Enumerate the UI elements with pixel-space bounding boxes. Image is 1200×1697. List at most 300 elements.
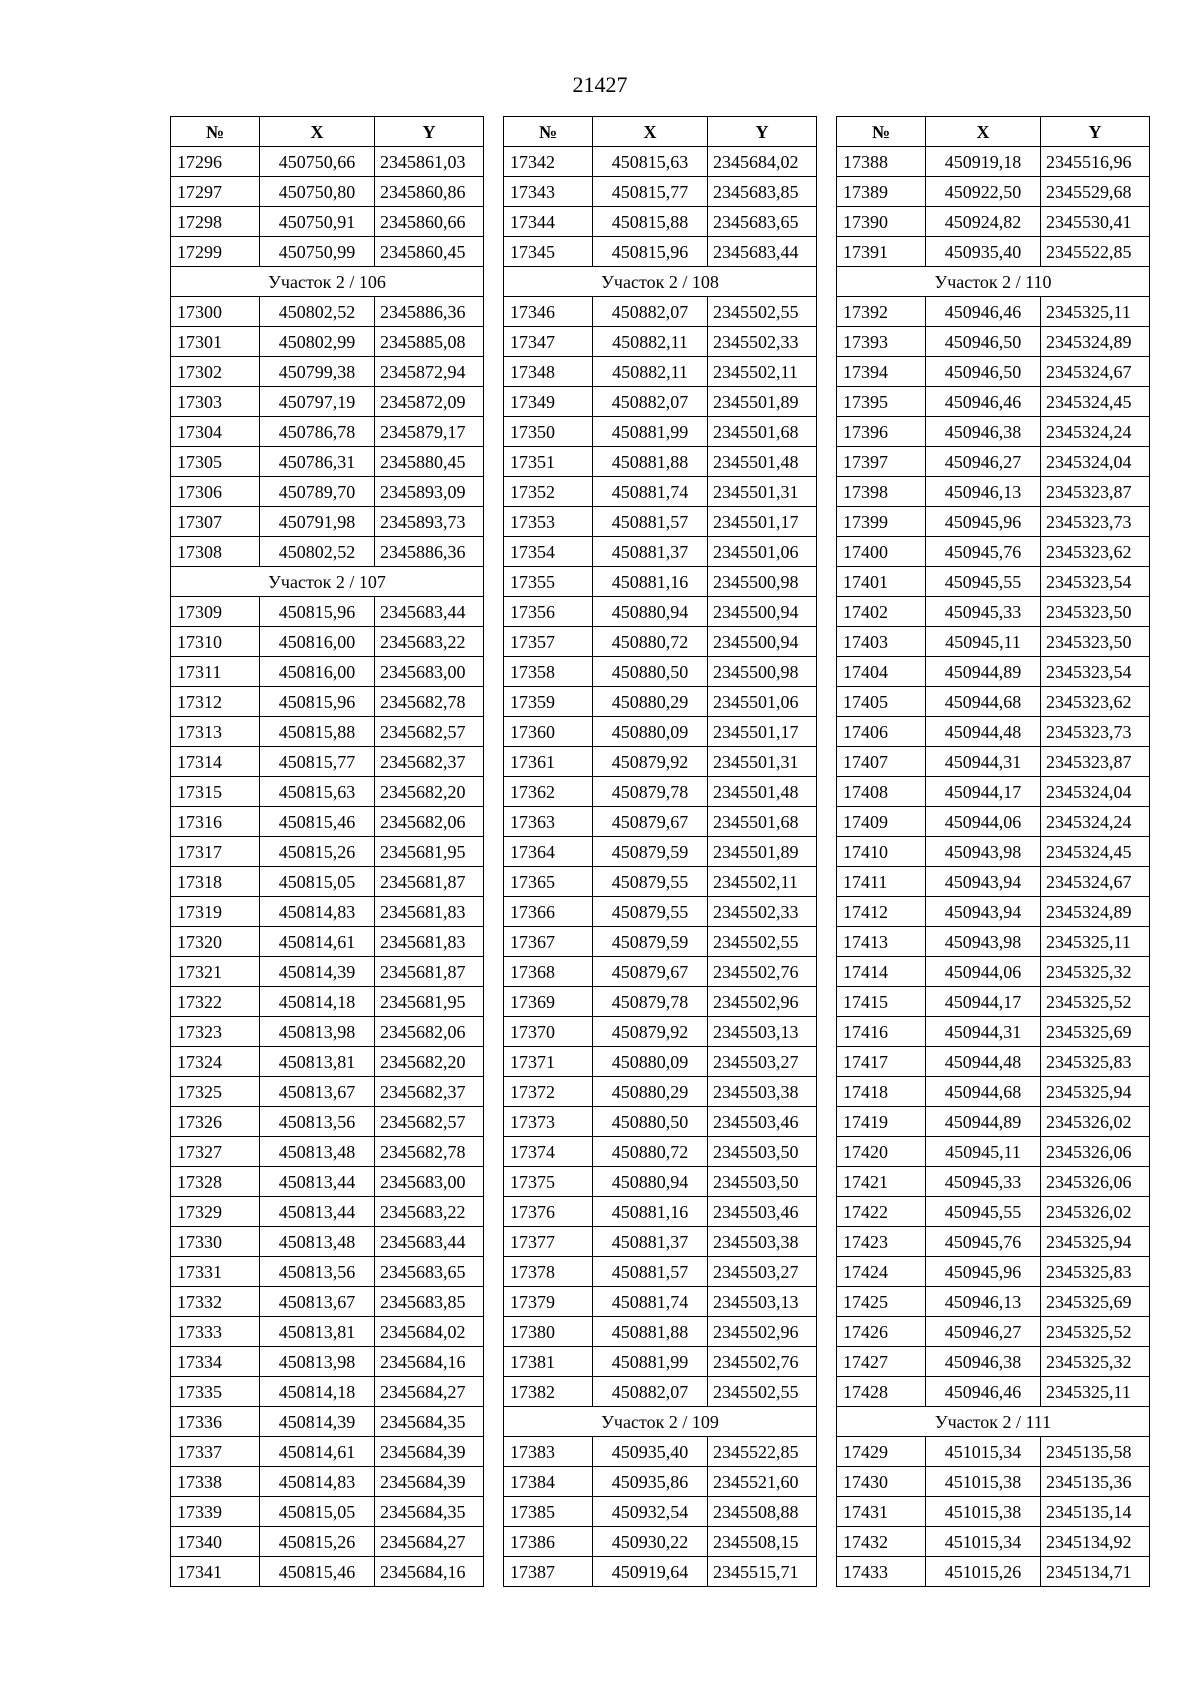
y-coordinate: 2345503,46 <box>708 1107 817 1137</box>
table-row <box>504 1347 817 1377</box>
x-coordinate: 450944,31 <box>926 1017 1041 1047</box>
table-row <box>837 807 1150 837</box>
y-coordinate: 2345324,89 <box>1041 897 1150 927</box>
point-number: 17310 <box>171 627 260 657</box>
y-coordinate: 2345323,50 <box>1041 627 1150 657</box>
table-row <box>171 507 484 537</box>
x-coordinate: 450945,96 <box>926 1257 1041 1287</box>
table-row <box>171 1167 484 1197</box>
point-number: 17323 <box>171 1017 260 1047</box>
point-number: 17422 <box>837 1197 926 1227</box>
y-coordinate: 2345683,00 <box>375 1167 484 1197</box>
y-coordinate: 2345893,73 <box>375 507 484 537</box>
table-row <box>171 1077 484 1107</box>
x-coordinate: 450882,11 <box>593 327 708 357</box>
table-row <box>171 1047 484 1077</box>
table-row <box>837 1137 1150 1167</box>
point-number: 17321 <box>171 957 260 987</box>
table-row <box>171 1557 484 1587</box>
table-row <box>504 1257 817 1287</box>
x-coordinate: 450786,78 <box>260 417 375 447</box>
x-coordinate: 450813,44 <box>260 1197 375 1227</box>
table-row <box>837 987 1150 1017</box>
table-row <box>504 1107 817 1137</box>
x-coordinate: 450922,50 <box>926 177 1041 207</box>
y-coordinate: 2345325,83 <box>1041 1047 1150 1077</box>
y-coordinate: 2345861,03 <box>375 147 484 177</box>
x-coordinate: 450944,17 <box>926 777 1041 807</box>
table-row <box>837 717 1150 747</box>
point-number: 17301 <box>171 327 260 357</box>
table-row <box>504 687 817 717</box>
y-coordinate: 2345323,87 <box>1041 477 1150 507</box>
section-title: Участок 2 / 110 <box>837 267 1150 297</box>
y-coordinate: 2345503,27 <box>708 1257 817 1287</box>
point-number: 17304 <box>171 417 260 447</box>
x-coordinate: 450815,96 <box>260 597 375 627</box>
x-coordinate: 450802,52 <box>260 537 375 567</box>
point-number: 17431 <box>837 1497 926 1527</box>
table-row <box>837 207 1150 237</box>
point-number: 17358 <box>504 657 593 687</box>
point-number: 17350 <box>504 417 593 447</box>
x-coordinate: 450881,16 <box>593 1197 708 1227</box>
table-row <box>837 1227 1150 1257</box>
point-number: 17379 <box>504 1287 593 1317</box>
point-number: 17430 <box>837 1467 926 1497</box>
y-coordinate: 2345501,89 <box>708 837 817 867</box>
y-coordinate: 2345683,44 <box>708 237 817 267</box>
table-row <box>171 807 484 837</box>
point-number: 17340 <box>171 1527 260 1557</box>
y-coordinate: 2345501,17 <box>708 717 817 747</box>
point-number: 17394 <box>837 357 926 387</box>
table-row <box>171 597 484 627</box>
page-number: 21427 <box>572 72 628 97</box>
x-coordinate: 450815,77 <box>260 747 375 777</box>
x-coordinate: 450945,11 <box>926 627 1041 657</box>
section-row <box>504 267 817 297</box>
x-coordinate: 450750,91 <box>260 207 375 237</box>
coordinates-table-3 <box>836 116 1150 1587</box>
point-number: 17392 <box>837 297 926 327</box>
table-row <box>504 417 817 447</box>
y-coordinate: 2345501,68 <box>708 417 817 447</box>
y-coordinate: 2345683,44 <box>375 1227 484 1257</box>
header-number: № <box>837 117 926 147</box>
point-number: 17322 <box>171 987 260 1017</box>
point-number: 17366 <box>504 897 593 927</box>
point-number: 17347 <box>504 327 593 357</box>
section-title: Участок 2 / 111 <box>837 1407 1150 1437</box>
y-coordinate: 2345860,86 <box>375 177 484 207</box>
table-row <box>171 387 484 417</box>
table-row <box>504 657 817 687</box>
y-coordinate: 2345681,83 <box>375 897 484 927</box>
x-coordinate: 450879,67 <box>593 957 708 987</box>
x-coordinate: 450943,94 <box>926 867 1041 897</box>
point-number: 17307 <box>171 507 260 537</box>
x-coordinate: 450943,94 <box>926 897 1041 927</box>
point-number: 17311 <box>171 657 260 687</box>
table-row <box>837 1077 1150 1107</box>
point-number: 17419 <box>837 1107 926 1137</box>
table-row <box>504 1047 817 1077</box>
table-row <box>171 147 484 177</box>
point-number: 17342 <box>504 147 593 177</box>
header-x: X <box>593 117 708 147</box>
point-number: 17411 <box>837 867 926 897</box>
point-number: 17309 <box>171 597 260 627</box>
y-coordinate: 2345323,54 <box>1041 567 1150 597</box>
point-number: 17349 <box>504 387 593 417</box>
x-coordinate: 450944,68 <box>926 687 1041 717</box>
point-number: 17425 <box>837 1287 926 1317</box>
point-number: 17351 <box>504 447 593 477</box>
x-coordinate: 450944,48 <box>926 1047 1041 1077</box>
table-row <box>504 1527 817 1557</box>
header-x: X <box>260 117 375 147</box>
point-number: 17420 <box>837 1137 926 1167</box>
point-number: 17406 <box>837 717 926 747</box>
table-row <box>171 1527 484 1557</box>
y-coordinate: 2345323,73 <box>1041 507 1150 537</box>
x-coordinate: 450881,99 <box>593 417 708 447</box>
y-coordinate: 2345682,37 <box>375 1077 484 1107</box>
table-row <box>837 957 1150 987</box>
x-coordinate: 450815,46 <box>260 1557 375 1587</box>
point-number: 17416 <box>837 1017 926 1047</box>
x-coordinate: 450944,06 <box>926 957 1041 987</box>
table-row <box>504 1197 817 1227</box>
table-row <box>504 777 817 807</box>
table-row <box>171 207 484 237</box>
point-number: 17398 <box>837 477 926 507</box>
y-coordinate: 2345880,45 <box>375 447 484 477</box>
y-coordinate: 2345683,85 <box>375 1287 484 1317</box>
x-coordinate: 450945,76 <box>926 537 1041 567</box>
y-coordinate: 2345502,55 <box>708 927 817 957</box>
y-coordinate: 2345500,98 <box>708 567 817 597</box>
y-coordinate: 2345501,31 <box>708 477 817 507</box>
x-coordinate: 450881,74 <box>593 1287 708 1317</box>
point-number: 17387 <box>504 1557 593 1587</box>
x-coordinate: 450789,70 <box>260 477 375 507</box>
x-coordinate: 450815,96 <box>593 237 708 267</box>
table-row <box>837 537 1150 567</box>
y-coordinate: 2345323,73 <box>1041 717 1150 747</box>
x-coordinate: 450946,38 <box>926 417 1041 447</box>
table-row <box>837 447 1150 477</box>
y-coordinate: 2345508,15 <box>708 1527 817 1557</box>
y-coordinate: 2345135,36 <box>1041 1467 1150 1497</box>
x-coordinate: 450750,80 <box>260 177 375 207</box>
x-coordinate: 450750,99 <box>260 237 375 267</box>
point-number: 17329 <box>171 1197 260 1227</box>
x-coordinate: 450813,67 <box>260 1287 375 1317</box>
x-coordinate: 450880,94 <box>593 597 708 627</box>
point-number: 17334 <box>171 1347 260 1377</box>
y-coordinate: 2345503,27 <box>708 1047 817 1077</box>
y-coordinate: 2345501,17 <box>708 507 817 537</box>
y-coordinate: 2345684,27 <box>375 1527 484 1557</box>
header-row <box>504 117 817 147</box>
table-row <box>171 1377 484 1407</box>
point-number: 17338 <box>171 1467 260 1497</box>
y-coordinate: 2345502,33 <box>708 897 817 927</box>
table-row <box>837 387 1150 417</box>
x-coordinate: 451015,38 <box>926 1467 1041 1497</box>
y-coordinate: 2345500,94 <box>708 597 817 627</box>
x-coordinate: 450802,52 <box>260 297 375 327</box>
table-row <box>504 177 817 207</box>
y-coordinate: 2345684,39 <box>375 1467 484 1497</box>
y-coordinate: 2345684,39 <box>375 1437 484 1467</box>
table-row <box>171 1227 484 1257</box>
y-coordinate: 2345502,55 <box>708 1377 817 1407</box>
y-coordinate: 2345501,68 <box>708 807 817 837</box>
table-row <box>504 567 817 597</box>
table-row <box>837 1527 1150 1557</box>
point-number: 17343 <box>504 177 593 207</box>
section-title: Участок 2 / 106 <box>171 267 484 297</box>
y-coordinate: 2345879,17 <box>375 417 484 447</box>
table-row <box>504 867 817 897</box>
table-row <box>837 567 1150 597</box>
table-row <box>171 687 484 717</box>
x-coordinate: 450813,48 <box>260 1227 375 1257</box>
y-coordinate: 2345684,16 <box>375 1557 484 1587</box>
x-coordinate: 450879,78 <box>593 777 708 807</box>
y-coordinate: 2345684,16 <box>375 1347 484 1377</box>
x-coordinate: 450816,00 <box>260 627 375 657</box>
table-row <box>837 237 1150 267</box>
x-coordinate: 450946,27 <box>926 447 1041 477</box>
table-row <box>837 417 1150 447</box>
point-number: 17417 <box>837 1047 926 1077</box>
y-coordinate: 2345325,94 <box>1041 1077 1150 1107</box>
table-row <box>837 327 1150 357</box>
x-coordinate: 450880,50 <box>593 1107 708 1137</box>
point-number: 17427 <box>837 1347 926 1377</box>
header-x: X <box>926 117 1041 147</box>
y-coordinate: 2345681,87 <box>375 957 484 987</box>
y-coordinate: 2345325,83 <box>1041 1257 1150 1287</box>
table-row <box>837 897 1150 927</box>
x-coordinate: 450944,17 <box>926 987 1041 1017</box>
point-number: 17370 <box>504 1017 593 1047</box>
point-number: 17327 <box>171 1137 260 1167</box>
x-coordinate: 450815,05 <box>260 1497 375 1527</box>
point-number: 17380 <box>504 1317 593 1347</box>
y-coordinate: 2345683,65 <box>708 207 817 237</box>
table-row <box>837 507 1150 537</box>
table-row <box>504 507 817 537</box>
x-coordinate: 450815,26 <box>260 837 375 867</box>
point-number: 17429 <box>837 1437 926 1467</box>
y-coordinate: 2345886,36 <box>375 297 484 327</box>
x-coordinate: 450946,13 <box>926 477 1041 507</box>
x-coordinate: 450879,67 <box>593 807 708 837</box>
y-coordinate: 2345326,06 <box>1041 1167 1150 1197</box>
table-row <box>504 237 817 267</box>
x-coordinate: 450946,50 <box>926 327 1041 357</box>
y-coordinate: 2345681,95 <box>375 987 484 1017</box>
point-number: 17418 <box>837 1077 926 1107</box>
section-title: Участок 2 / 108 <box>504 267 817 297</box>
table-row <box>171 657 484 687</box>
point-number: 17374 <box>504 1137 593 1167</box>
x-coordinate: 450881,88 <box>593 447 708 477</box>
y-coordinate: 2345135,58 <box>1041 1437 1150 1467</box>
table-row <box>837 1257 1150 1287</box>
table-row <box>504 1437 817 1467</box>
x-coordinate: 450946,46 <box>926 1377 1041 1407</box>
y-coordinate: 2345515,71 <box>708 1557 817 1587</box>
y-coordinate: 2345872,09 <box>375 387 484 417</box>
point-number: 17339 <box>171 1497 260 1527</box>
x-coordinate: 450943,98 <box>926 837 1041 867</box>
point-number: 17317 <box>171 837 260 867</box>
x-coordinate: 450880,29 <box>593 687 708 717</box>
x-coordinate: 450943,98 <box>926 927 1041 957</box>
table-row <box>837 1497 1150 1527</box>
table-row <box>504 957 817 987</box>
y-coordinate: 2345323,54 <box>1041 657 1150 687</box>
x-coordinate: 450935,40 <box>926 237 1041 267</box>
point-number: 17381 <box>504 1347 593 1377</box>
table-row <box>504 357 817 387</box>
point-number: 17363 <box>504 807 593 837</box>
table-row <box>504 327 817 357</box>
table-row <box>171 957 484 987</box>
y-coordinate: 2345682,06 <box>375 807 484 837</box>
y-coordinate: 2345500,94 <box>708 627 817 657</box>
y-coordinate: 2345503,38 <box>708 1077 817 1107</box>
x-coordinate: 450919,64 <box>593 1557 708 1587</box>
y-coordinate: 2345683,85 <box>708 177 817 207</box>
x-coordinate: 450813,44 <box>260 1167 375 1197</box>
table-row <box>504 297 817 327</box>
x-coordinate: 450882,07 <box>593 387 708 417</box>
point-number: 17369 <box>504 987 593 1017</box>
x-coordinate: 450879,55 <box>593 897 708 927</box>
point-number: 17299 <box>171 237 260 267</box>
table-row <box>837 657 1150 687</box>
y-coordinate: 2345502,76 <box>708 957 817 987</box>
table-row <box>837 627 1150 657</box>
point-number: 17372 <box>504 1077 593 1107</box>
x-coordinate: 450879,78 <box>593 987 708 1017</box>
x-coordinate: 450815,77 <box>593 177 708 207</box>
coordinates-table-1 <box>170 116 484 1587</box>
x-coordinate: 450880,09 <box>593 1047 708 1077</box>
x-coordinate: 450946,50 <box>926 357 1041 387</box>
point-number: 17356 <box>504 597 593 627</box>
table-row <box>171 1317 484 1347</box>
table-row <box>504 897 817 927</box>
table-row <box>504 537 817 567</box>
x-coordinate: 450799,38 <box>260 357 375 387</box>
table-row <box>504 447 817 477</box>
point-number: 17328 <box>171 1167 260 1197</box>
table-row <box>171 987 484 1017</box>
point-number: 17354 <box>504 537 593 567</box>
point-number: 17305 <box>171 447 260 477</box>
x-coordinate: 450880,72 <box>593 627 708 657</box>
y-coordinate: 2345326,06 <box>1041 1137 1150 1167</box>
table-row <box>504 927 817 957</box>
y-coordinate: 2345522,85 <box>708 1437 817 1467</box>
y-coordinate: 2345502,96 <box>708 1317 817 1347</box>
y-coordinate: 2345683,22 <box>375 627 484 657</box>
table-row <box>171 357 484 387</box>
point-number: 17400 <box>837 537 926 567</box>
y-coordinate: 2345323,62 <box>1041 537 1150 567</box>
point-number: 17326 <box>171 1107 260 1137</box>
point-number: 17404 <box>837 657 926 687</box>
table-row <box>837 927 1150 957</box>
y-coordinate: 2345684,35 <box>375 1497 484 1527</box>
x-coordinate: 450944,68 <box>926 1077 1041 1107</box>
point-number: 17415 <box>837 987 926 1017</box>
table-row <box>171 1347 484 1377</box>
point-number: 17390 <box>837 207 926 237</box>
section-row <box>171 267 484 297</box>
table-row <box>171 1107 484 1137</box>
point-number: 17409 <box>837 807 926 837</box>
x-coordinate: 450945,11 <box>926 1137 1041 1167</box>
x-coordinate: 450813,98 <box>260 1017 375 1047</box>
y-coordinate: 2345682,57 <box>375 717 484 747</box>
point-number: 17397 <box>837 447 926 477</box>
x-coordinate: 450881,57 <box>593 1257 708 1287</box>
y-coordinate: 2345502,55 <box>708 297 817 327</box>
point-number: 17396 <box>837 417 926 447</box>
y-coordinate: 2345683,00 <box>375 657 484 687</box>
x-coordinate: 450946,27 <box>926 1317 1041 1347</box>
table-row <box>837 147 1150 177</box>
table-row <box>171 867 484 897</box>
point-number: 17359 <box>504 687 593 717</box>
table-row <box>837 1467 1150 1497</box>
point-number: 17376 <box>504 1197 593 1227</box>
section-row <box>837 1407 1150 1437</box>
header-row <box>837 117 1150 147</box>
x-coordinate: 450816,00 <box>260 657 375 687</box>
point-number: 17362 <box>504 777 593 807</box>
y-coordinate: 2345502,96 <box>708 987 817 1017</box>
y-coordinate: 2345501,06 <box>708 687 817 717</box>
table-row <box>171 1287 484 1317</box>
y-coordinate: 2345682,78 <box>375 687 484 717</box>
table-row <box>504 1017 817 1047</box>
table-row <box>171 1437 484 1467</box>
y-coordinate: 2345325,32 <box>1041 1347 1150 1377</box>
point-number: 17312 <box>171 687 260 717</box>
x-coordinate: 450879,59 <box>593 927 708 957</box>
header-row <box>171 117 484 147</box>
point-number: 17319 <box>171 897 260 927</box>
point-number: 17424 <box>837 1257 926 1287</box>
x-coordinate: 450815,46 <box>260 807 375 837</box>
x-coordinate: 450946,38 <box>926 1347 1041 1377</box>
header-y: Y <box>375 117 484 147</box>
table-row <box>504 1077 817 1107</box>
x-coordinate: 450880,72 <box>593 1137 708 1167</box>
y-coordinate: 2345326,02 <box>1041 1107 1150 1137</box>
y-coordinate: 2345503,46 <box>708 1197 817 1227</box>
